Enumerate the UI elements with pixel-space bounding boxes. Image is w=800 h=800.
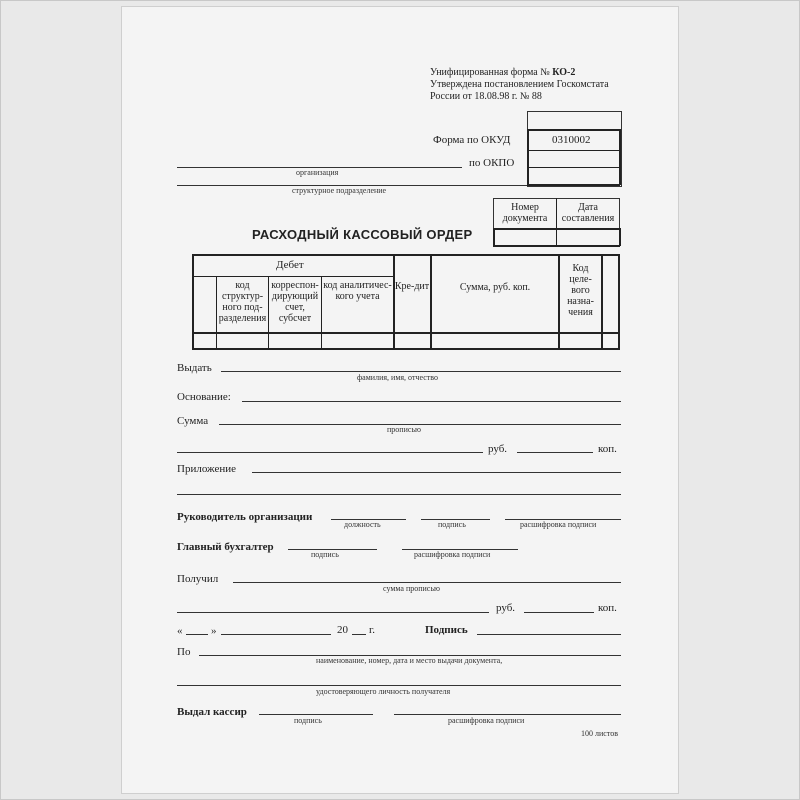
date-month-line[interactable] bbox=[221, 634, 331, 635]
table-divider bbox=[192, 332, 620, 334]
debit-header: Дебет bbox=[276, 259, 304, 271]
table-divider bbox=[192, 276, 393, 277]
cashier-label: Выдал кассир bbox=[177, 706, 247, 718]
form-number-line bbox=[430, 67, 575, 78]
sum-label: Сумма bbox=[177, 415, 209, 427]
code-box-divider bbox=[527, 184, 620, 186]
document-date-label: Дата составления bbox=[561, 202, 615, 224]
okpo-label: по ОКПО bbox=[469, 157, 515, 169]
col-corr-account: корреспон-дирующий счет, субсчет bbox=[271, 280, 319, 324]
date-day-line[interactable] bbox=[186, 634, 208, 635]
identity-caption: удостоверяющего личность получателя bbox=[316, 687, 451, 696]
code-box-border bbox=[619, 129, 621, 185]
cashier-decoding-caption: расшифровка подписи bbox=[448, 716, 525, 725]
by-label: По bbox=[177, 646, 191, 658]
approved-line: Утверждена постановлением Госкомстата bbox=[430, 79, 609, 90]
document-caption: наименование, номер, дата и место выдачи документа, bbox=[316, 656, 503, 665]
head-position-caption: должность bbox=[344, 520, 381, 529]
signature-label: Подпись bbox=[425, 624, 468, 636]
col-sum: Сумма, руб. коп. bbox=[459, 282, 531, 293]
basis-line[interactable] bbox=[242, 401, 621, 402]
attachment-line[interactable] bbox=[252, 472, 621, 473]
received-signature-line[interactable] bbox=[477, 634, 621, 635]
received-label: Получил bbox=[177, 573, 219, 585]
chief-signature-caption: подпись bbox=[311, 550, 339, 559]
issue-line[interactable] bbox=[221, 371, 621, 372]
head-decoding-caption: расшифровка подписи bbox=[520, 520, 597, 529]
date-year-line[interactable] bbox=[352, 634, 366, 635]
basis-label: Основание: bbox=[177, 391, 231, 403]
document-number-label: Номер документа bbox=[502, 202, 548, 224]
form-code: КО-2 bbox=[552, 67, 576, 78]
table-divider bbox=[601, 254, 603, 350]
chief-decoding-caption: расшифровка подписи bbox=[414, 550, 491, 559]
col-credit: Кре-дит bbox=[394, 281, 430, 292]
form-line-prefix: Унифицированная форма № bbox=[430, 67, 553, 78]
cashier-signature-line[interactable] bbox=[259, 714, 373, 715]
year-suffix: г. bbox=[369, 624, 376, 636]
department-caption: структурное подразделение bbox=[292, 186, 387, 195]
date-close-quote: » bbox=[211, 625, 217, 637]
okud-label: Форма по ОКУД bbox=[433, 134, 511, 146]
code-box-divider bbox=[527, 129, 620, 131]
received-caption: сумма прописью bbox=[383, 584, 440, 593]
kop-amount-line[interactable] bbox=[517, 452, 593, 453]
kop-label: коп. bbox=[598, 443, 617, 455]
chief-accountant-label: Главный бухгалтер bbox=[177, 541, 274, 553]
issue-caption: фамилия, имя, отчество bbox=[357, 373, 438, 382]
received-rub-label: руб. bbox=[496, 602, 516, 614]
head-signature-caption: подпись bbox=[438, 520, 466, 529]
received-sum-line[interactable] bbox=[177, 612, 489, 613]
col-analytics-code: код аналитичес-кого учета bbox=[323, 280, 392, 302]
document-box-divider bbox=[493, 245, 620, 247]
received-kop-line[interactable] bbox=[524, 612, 594, 613]
year-prefix: 20 bbox=[337, 624, 348, 636]
code-box-divider bbox=[527, 150, 620, 151]
table-divider bbox=[393, 254, 395, 350]
code-box-divider bbox=[527, 167, 620, 168]
organization-caption: организация bbox=[296, 168, 339, 177]
received-line[interactable] bbox=[233, 582, 621, 583]
okud-value: 0310002 bbox=[552, 134, 591, 146]
sum-continued-line[interactable] bbox=[177, 452, 483, 453]
document-box-border bbox=[493, 228, 495, 246]
document-box-border bbox=[619, 228, 621, 246]
code-box-border bbox=[527, 129, 529, 185]
attachment-label: Приложение bbox=[177, 463, 237, 475]
sheets-count: 100 листов bbox=[581, 729, 618, 738]
approved-date-line: России от 18.08.98 г. № 88 bbox=[430, 91, 542, 102]
col-department-code: код структур-ного под-разделения bbox=[218, 280, 267, 324]
table-divider bbox=[430, 254, 432, 350]
rub-label: руб. bbox=[488, 443, 508, 455]
received-kop-label: коп. bbox=[598, 602, 617, 614]
col-purpose-code: Код целе-вого назна-чения bbox=[567, 263, 594, 318]
sum-caption: прописью bbox=[387, 425, 422, 434]
issue-label: Выдать bbox=[177, 362, 212, 374]
document-title: РАСХОДНЫЙ КАССОВЫЙ ОРДЕР bbox=[252, 227, 473, 242]
identity-line[interactable] bbox=[177, 685, 621, 686]
cashier-decoding-line[interactable] bbox=[394, 714, 621, 715]
cashier-signature-caption: подпись bbox=[294, 716, 322, 725]
head-label: Руководитель организации bbox=[177, 511, 313, 523]
code-box bbox=[527, 111, 622, 187]
attachment-line-2[interactable] bbox=[177, 494, 621, 495]
document-box-divider bbox=[493, 228, 620, 230]
date-open-quote: « bbox=[177, 625, 183, 637]
